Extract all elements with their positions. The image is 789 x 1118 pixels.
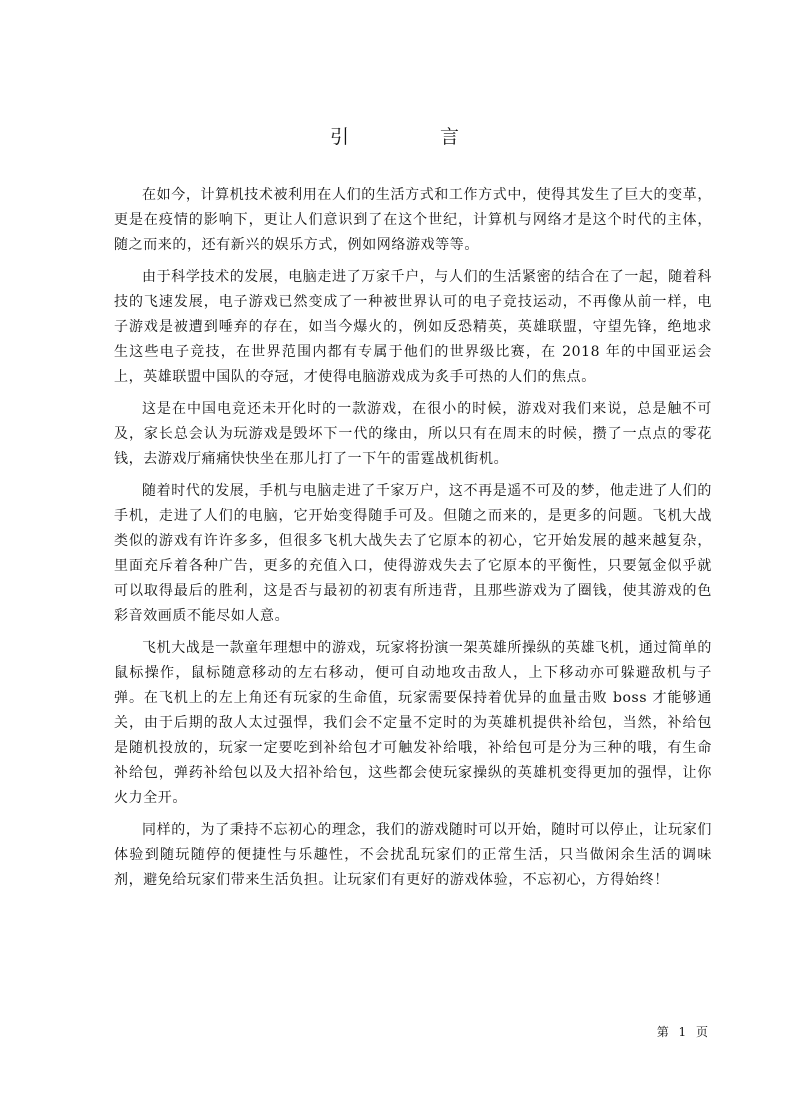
body-text bbox=[114, 183, 712, 893]
page-number: 第 1 页 bbox=[656, 1025, 711, 1039]
paragraph: 由于科学技术的发展，电脑走进了万家千户，与人们的生活紧密的结合在了一起，随着科技的飞速发展，电子游戏已然变成了一种被世界认可的电子竞技运动，不再像从前一样，电子游戏是被遭到唾弃的存在，如当今爆火的，例如反恐精英，英雄联盟，守望先锋，绝地求生这些电子竞技，在世界范围内都有专属于他们的世界级比赛，在 2018 年的中国亚运会上，英雄联盟中国队的夺冠，才使得电脑游戏成为炙手可热的人们的焦点。 bbox=[114, 269, 712, 385]
page-title: 引 言 bbox=[329, 126, 495, 148]
paragraph: 随着时代的发展，手机与电脑走进了千家万户，这不再是遥不可及的梦，他走进了人们的手机，走进了人们的电脑，它开始变得随手可及。但随之而来的，是更多的问题。飞机大战类似的游戏有许许多多，但很多飞机大战失去了它原本的初心，它开始发展的越来越复杂，里面充斥着各种广告，更多的充值入口，使得游戏失去了它原本的平衡性，只要氪金似乎就可以取得最后的胜利，这是否与最初的初衷有所违背，且那些游戏为了圈钱，使其游戏的色彩音效画质不能尽如人意。 bbox=[114, 483, 712, 624]
paragraph: 同样的，为了秉持不忘初心的理念，我们的游戏随时可以开始，随时可以停止，让玩家们体验到随玩随停的便捷性与乐趣性，不会扰乱玩家们的正常生活，只当做闲余生活的调味剂，避免给玩家们带来生活负担。让玩家们有更好的游戏体验，不忘初心，方得始终！ bbox=[114, 822, 712, 888]
paragraph: 这是在中国电竞还未开化时的一款游戏，在很小的时候，游戏对我们来说，总是触不可及，家长总会认为玩游戏是毁坏下一代的缘由，所以只有在周末的时候，攒了一点点的零花钱，去游戏厅痛痛快快坐在那儿打了一下午的雷霆战机街机。 bbox=[114, 401, 712, 467]
paragraph: 飞机大战是一款童年理想中的游戏，玩家将扮演一架英雄所操纵的英雄飞机，通过简单的鼠标操作，鼠标随意移动的左右移动，便可自动地攻击敌人，上下移动亦可躲避敌机与子弹。在飞机上的左上角还有玩家的生命值，玩家需要保持着优异的血量击败 boss 才能够通关，由于后期的敌人太过强悍，我们会不定量不定时的为英雄机提供补给包，当然，补给包是随机投放的，玩家一定要吃到补给包才可触发补给哦，补给包可是分为三种的哦，有生命补给包，弹药补给包以及大招补给包，这些都会使玩家操纵的英雄机变得更加的强悍，让你火力全开。 bbox=[114, 640, 712, 806]
paragraph: 在如今，计算机技术被利用在人们的生活方式和工作方式中，使得其发生了巨大的变革，更是在疫情的影响下，更让人们意识到了在这个世纪，计算机与网络才是这个时代的主体，随之而来的，还有新兴的娱乐方式，例如网络游戏等等。 bbox=[114, 187, 712, 253]
